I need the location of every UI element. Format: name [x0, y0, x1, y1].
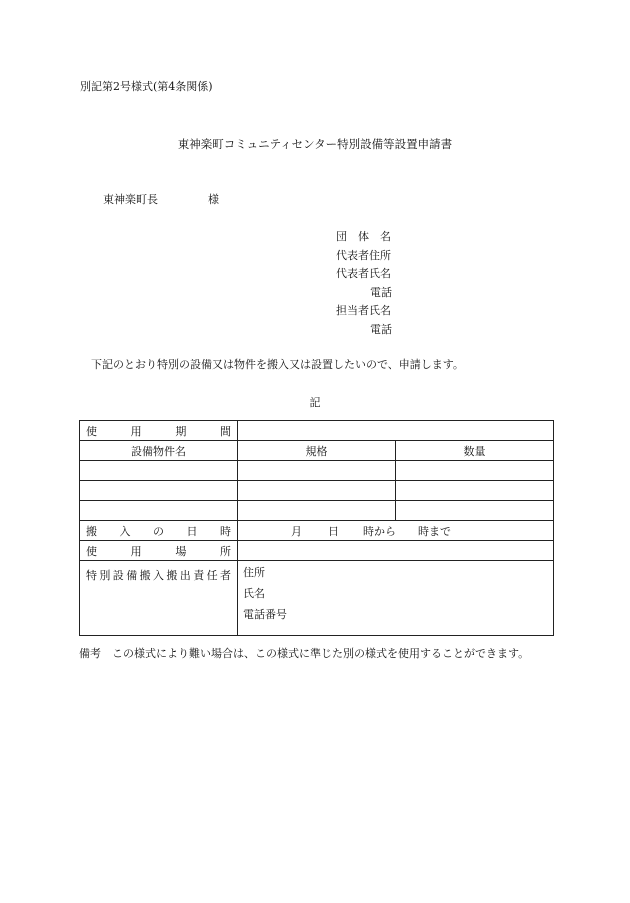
- spec-cell[interactable]: [238, 481, 396, 501]
- item-row: [80, 501, 554, 521]
- quantity-cell[interactable]: [396, 461, 554, 481]
- addressee-name: 東神楽町長: [103, 193, 158, 206]
- intro-text: 下記のとおり特別の設備又は物件を搬入又は設置したいので、申請します。: [91, 358, 464, 371]
- delivery-datetime-value[interactable]: [238, 521, 554, 541]
- delivery-datetime-label: 搬入の日時: [80, 521, 238, 541]
- contact-person-name-label: 担当者氏名: [336, 304, 391, 317]
- item-row: [80, 481, 554, 501]
- day-label: 日: [328, 524, 339, 538]
- location-value[interactable]: [238, 541, 554, 561]
- location-row: [80, 541, 554, 561]
- representative-phone-label: 電話: [370, 286, 392, 299]
- period-row: [80, 421, 554, 441]
- contact-phone-label: 電話: [370, 323, 392, 336]
- quantity-cell[interactable]: [396, 501, 554, 521]
- responsible-person-fields[interactable]: [238, 561, 554, 636]
- addressee: [103, 194, 219, 205]
- location-label: 使用場所: [80, 541, 238, 561]
- month-label: 月: [291, 524, 302, 538]
- item-header-row: [80, 441, 554, 461]
- item-name-cell[interactable]: [80, 461, 238, 481]
- responsible-phone-label: 電話番号: [243, 608, 287, 621]
- application-table: [79, 420, 554, 636]
- responsible-row: [80, 561, 554, 636]
- responsible-name-label: 氏名: [243, 587, 265, 600]
- note-text: 備考 この様式により難い場合は、この様式に準じた別の様式を使用することができます。: [79, 647, 530, 660]
- spec-cell[interactable]: [238, 461, 396, 481]
- responsible-person-label: 特別設備搬入搬出責任者: [80, 561, 238, 636]
- item-name-cell[interactable]: [80, 481, 238, 501]
- representative-address-label: 代表者住所: [336, 249, 391, 262]
- from-hour-label: 時から: [363, 524, 396, 538]
- addressee-honorific: 様: [208, 193, 219, 206]
- responsible-address-label: 住所: [243, 566, 265, 579]
- spec-cell[interactable]: [238, 501, 396, 521]
- quantity-cell[interactable]: [396, 481, 554, 501]
- quantity-header: 数量: [396, 441, 554, 461]
- ki-heading: 記: [309, 396, 321, 409]
- document-title: 東神楽町コミュニティセンター特別設備等設置申請書: [177, 137, 453, 151]
- item-name-cell[interactable]: [80, 501, 238, 521]
- spec-header: 規格: [238, 441, 396, 461]
- period-label: 使用期間: [80, 421, 238, 441]
- delivery-row: [80, 521, 554, 541]
- item-row: [80, 461, 554, 481]
- applicant-group-name-label: 団 体 名: [336, 230, 391, 243]
- representative-name-label: 代表者氏名: [336, 267, 391, 280]
- form-number-label: 別記第2号様式(第4条関係): [80, 80, 213, 93]
- period-value[interactable]: [238, 421, 554, 441]
- until-hour-label: 時まで: [418, 524, 451, 538]
- item-name-header: 設備物件名: [80, 441, 238, 461]
